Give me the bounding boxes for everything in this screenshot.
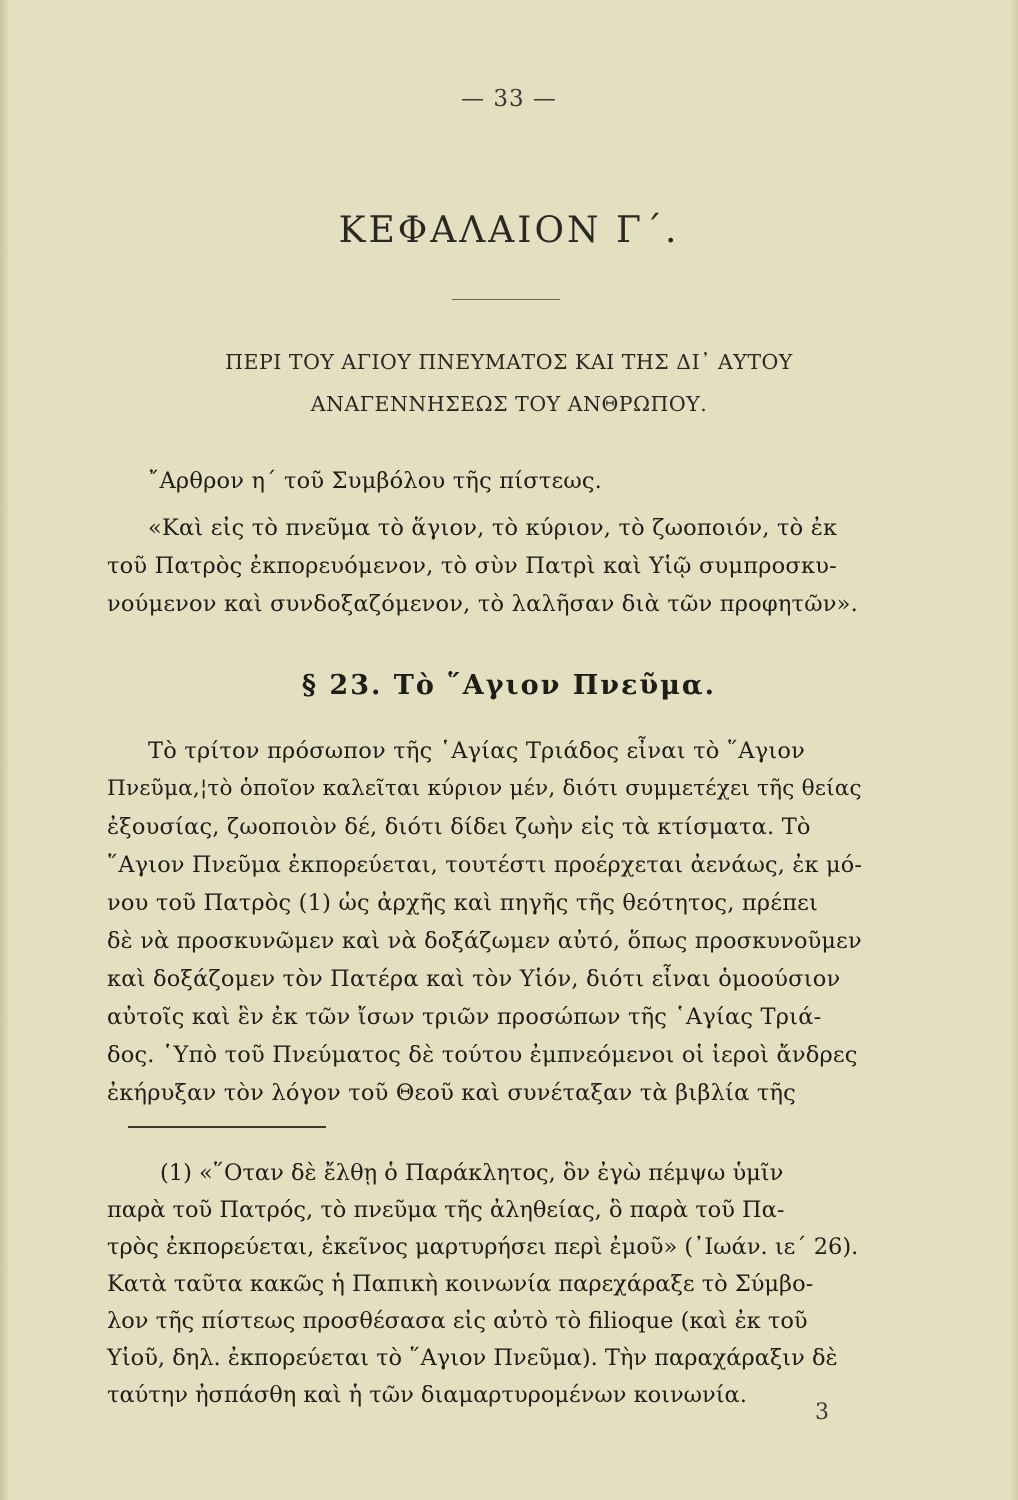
- body-text-line: αὐτοῖς καὶ ἓν ἐκ τῶν ἴσων τριῶν προσώπων τῆς ῾Αγίας Τριά-: [107, 1004, 822, 1030]
- footnote-line: (1) «῞Οταν δὲ ἔλθῃ ὁ Παράκλητος, ὃν ἐγὼ πέμψω ὑμῖν: [160, 1160, 784, 1186]
- article-heading: ῎Αρθρον η΄ τοῦ Συμβόλου τῆς πίστεως.: [148, 468, 603, 494]
- title-divider: [452, 299, 560, 300]
- body-text-line: Τὸ τρίτον πρόσωπον τῆς ῾Αγίας Τριάδος εἶναι τὸ ῞Αγιον: [148, 738, 806, 764]
- footnote-line: Κατὰ ταῦτα κακῶς ἡ Παπικὴ κοινωνία παρεχάραξε τὸ Σύμβο-: [107, 1271, 814, 1297]
- body-text-line: δος. ῾Υπὸ τοῦ Πνεύματος δὲ τούτου ἐμπνεόμενοι οἱ ἱεροὶ ἄνδρες: [107, 1042, 858, 1068]
- body-text-line: δὲ νὰ προσκυνῶμεν καὶ νὰ δοξάζωμεν αὐτό, ὅπως προσκυνοῦμεν: [107, 928, 862, 954]
- footnote-line: παρὰ τοῦ Πατρός, τὸ πνεῦμα τῆς ἀληθείας, ὃ παρὰ τοῦ Πα-: [107, 1197, 785, 1223]
- creed-quote-line: «Καὶ εἰς τὸ πνεῦμα τὸ ἅγιον, τὸ κύριον, τὸ ζωοποιόν, τὸ ἐκ: [148, 515, 838, 541]
- chapter-title: ΚΕΦΑΛΑΙΟΝ Γ΄.: [338, 210, 680, 251]
- body-text-line: νου τοῦ Πατρὸς (1) ὡς ἀρχῆς καὶ πηγῆς τῆς θεότητος, πρέπει: [107, 890, 819, 916]
- page-number: — 33 —: [461, 86, 557, 112]
- body-text-line: ἐξουσίας, ζωοποιὸν δέ, διότι δίδει ζωὴν εἰς τὰ κτίσματα. Τὸ: [107, 814, 811, 840]
- creed-quote-line: νούμενον καὶ συνδοξαζόμενον, τὸ λαλῆσαν διὰ τῶν προφητῶν».: [107, 591, 858, 617]
- body-text-line: ῞Αγιον Πνεῦμα ἐκπορεύεται, τουτέστι προέρχεται ἀενάως, ἐκ μό-: [107, 852, 863, 878]
- body-text-line: ἐκήρυξαν τὸν λόγον τοῦ Θεοῦ καὶ συνέταξαν τὰ βιβλία τῆς: [107, 1080, 796, 1106]
- chapter-subtitle-line-1: ΠΕΡΙ ΤΟΥ ΑΓΙΟΥ ΠΝΕΥΜΑΤΟΣ ΚΑΙ ΤΗΣ ΔΙ᾿ ΑΥΤΟΥ: [225, 350, 793, 374]
- body-text-line: Πνεῦμα,¦τὸ ὁποῖον καλεῖται κύριον μέν, διότι συμμετέχει τῆς θείας: [107, 776, 862, 801]
- footnote-line: ταύτην ἠσπάσθη καὶ ἡ τῶν διαμαρτυρομένων κοινωνία.: [107, 1382, 747, 1408]
- creed-quote-line: τοῦ Πατρὸς ἐκπορευόμενον, τὸ σὺν Πατρὶ καὶ Υἱῷ συμπροσκυ-: [107, 553, 837, 579]
- body-text-line: καὶ δοξάζομεν τὸν Πατέρα καὶ τὸν Υἱόν, διότι εἶναι ὁμοούσιον: [107, 966, 841, 992]
- section-heading: § 23. Τὸ ῞Αγιον Πνεῦμα.: [301, 670, 717, 701]
- footnote-line: Υἱοῦ, δηλ. ἐκπορεύεται τὸ ῞Αγιον Πνεῦμα). Τὴν παραχάραξιν δὲ: [107, 1345, 838, 1371]
- chapter-subtitle-line-2: ΑΝΑΓΕΝΝΗΣΕΩΣ ΤΟΥ ΑΝΘΡΩΠΟΥ.: [310, 392, 708, 416]
- footnote-divider: [128, 1126, 326, 1128]
- footnote-line: τρὸς ἐκπορεύεται, ἐκεῖνος μαρτυρήσει περὶ ἐμοῦ» (᾿Ιωάν. ιε΄ 26).: [107, 1234, 859, 1260]
- signature-mark: 3: [815, 1400, 829, 1425]
- footnote-line: λον τῆς πίστεως προσθέσασα εἰς αὐτὸ τὸ filioque (καὶ ἐκ τοῦ: [107, 1308, 808, 1334]
